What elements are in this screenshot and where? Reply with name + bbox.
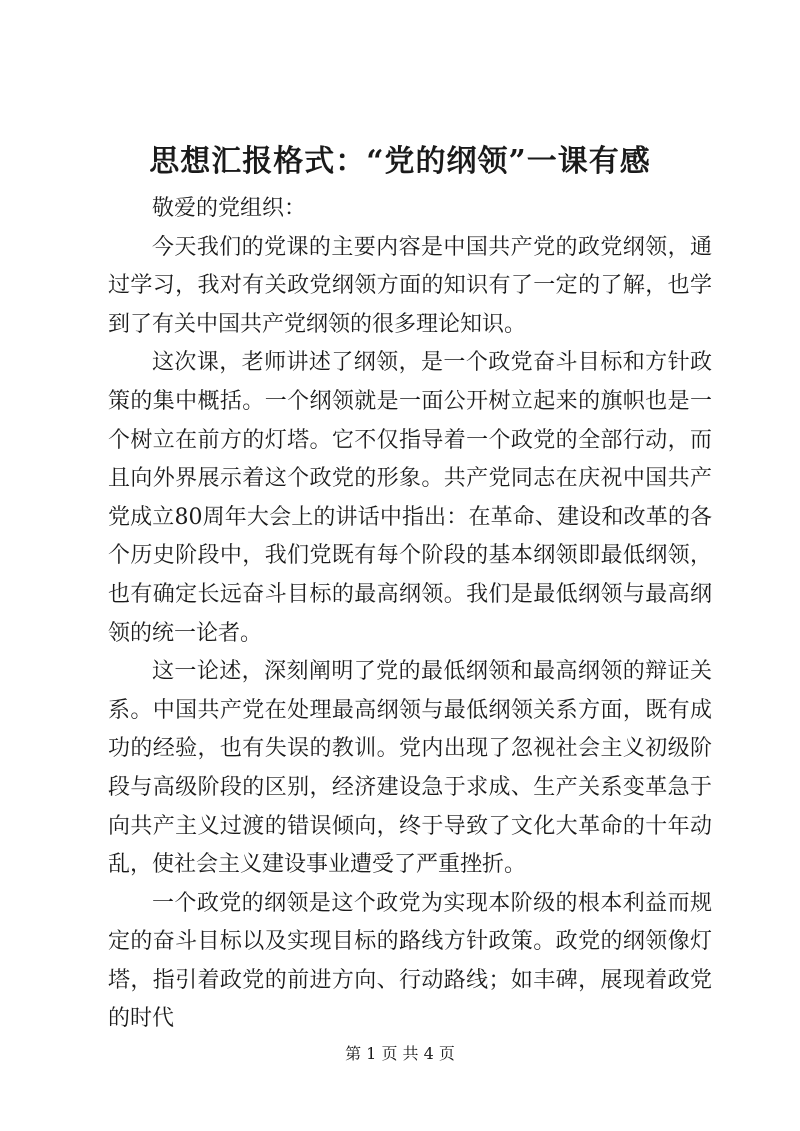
paragraph: 今天我们的党课的主要内容是中国共产党的政党纲领，通过学习，我对有关政党纲领方面的知识有了一定的了解，也学到了有关中国共产党纲领的很多理论知识。 [108,234,712,337]
page-number-footer: 第 1 页 共 4 页 [345,1044,455,1063]
paragraph: 这次课，老师讲述了纲领，是一个政党奋斗目标和方针政策的集中概括。一个纲领就是一面公开树立起来的旗帜也是一个树立在前方的灯塔。它不仅指导着一个政党的全部行动，而且向外界展示着这个政党的形象。共产党同志在庆祝中国共产党成立80周年大会上的讲话中指出：在革命、建设和改革的各个历史阶段中，我们党既有每个阶段的基本纲领即最低纲领，也有确定长远奋斗目标的最高纲领。我们是最低纲领与最高纲领的统一论者。 [108,350,712,646]
paragraph: 一个政党的纲领是这个政党为实现本阶级的根本利益而规定的奋斗目标以及实现目标的路线方针政策。政党的纲领像灯塔，指引着政党的前进方向、行动路线；如丰碑，展现着政党的时代 [108,890,712,1032]
document-body [108,190,712,1039]
salutation: 敬爱的党组织： [152,196,307,221]
page-title: 思想汇报格式：“党的纲领”一课有感 [149,144,651,179]
paragraph: 这一论述，深刻阐明了党的最低纲领和最高纲领的辩证关系。中国共产党在处理最高纲领与最低纲领关系方面，既有成功的经验，也有失误的教训。党内出现了忽视社会主义初级阶段与高级阶段的区别，经济建设急于求成、生产关系变革急于向共产主义过渡的错误倾向，终于导致了文化大革命的十年动乱，使社会主义建设事业遭受了严重挫折。 [108,659,712,878]
